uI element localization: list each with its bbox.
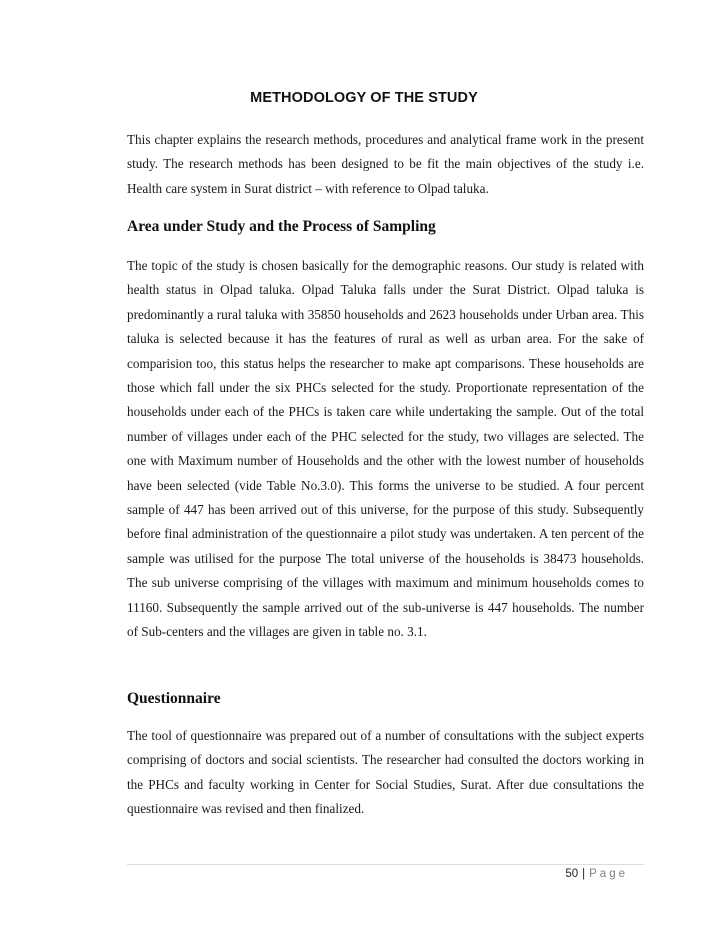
intro-block (127, 128, 644, 201)
page-footer (565, 868, 628, 880)
page-label: Page (589, 868, 628, 880)
section-body-questionnaire: The tool of questionnaire was prepared out of a number of consultations with the subject experts comprising of doctors and social scientists. The researcher had consulted the doctors working in the PHCs and faculty working in Center for Social Studies, Surat. After due consultations the questionnaire was revised and then finalized. (127, 728, 644, 817)
section-heading-questionnaire: Questionnaire (127, 690, 221, 707)
section-heading-sampling: Area under Study and the Process of Sampling (127, 218, 436, 235)
intro-paragraph: This chapter explains the research methods, procedures and analytical frame work in the present study. The research methods has been designed to be fit the main objectives of the study i.e. Health care system in Surat district – with reference to Olpad taluka. (127, 132, 644, 196)
page-number: 50 (565, 868, 579, 880)
footer-separator: | (582, 868, 586, 880)
section-sampling-body-block (127, 254, 644, 645)
page-title: METHODOLOGY OF THE STUDY (250, 90, 478, 106)
section-questionnaire-body-block (127, 724, 644, 822)
section-sampling-heading-block (127, 218, 644, 236)
footer-divider (127, 864, 644, 865)
section-questionnaire-heading-block (127, 690, 644, 708)
section-body-sampling: The topic of the study is chosen basically for the demographic reasons. Our study is related with health status in Olpad taluka. Olpad Taluka falls under the Surat District. Olpad taluka is predominantly a rural taluka with 35850 households and 2623 households under Urban area. This taluka is selected because it has the features of rural as well as urban area. For the sake of comparision too, this status helps the researcher to make apt comparisons. These households are those which fall under the six PHCs selected for the study. Proportionate representation of the households under each of the PHCs is taken care while undertaking the sample. Out of the total number of villages under each of the PHC selected for the study, two villages are selected. The one with Maximum number of Households and the other with the lowest number of households have been selected (vide Table No.3.0). This forms the universe to be studied. A four percent sample of 447 has been arrived out of this universe, for the purpose of this study. Subsequently before final administration of the questionnaire a pilot study was undertaken. A ten percent of the sample was utilised for the purpose The total universe of the households is 38473 households. The sub universe comprising of the villages with maximum and minimum households comes to 11160. Subsequently the sample arrived out of the sub-universe is 447 households. The number of Sub-centers and the villages are given in table no. 3.1. (127, 258, 644, 640)
